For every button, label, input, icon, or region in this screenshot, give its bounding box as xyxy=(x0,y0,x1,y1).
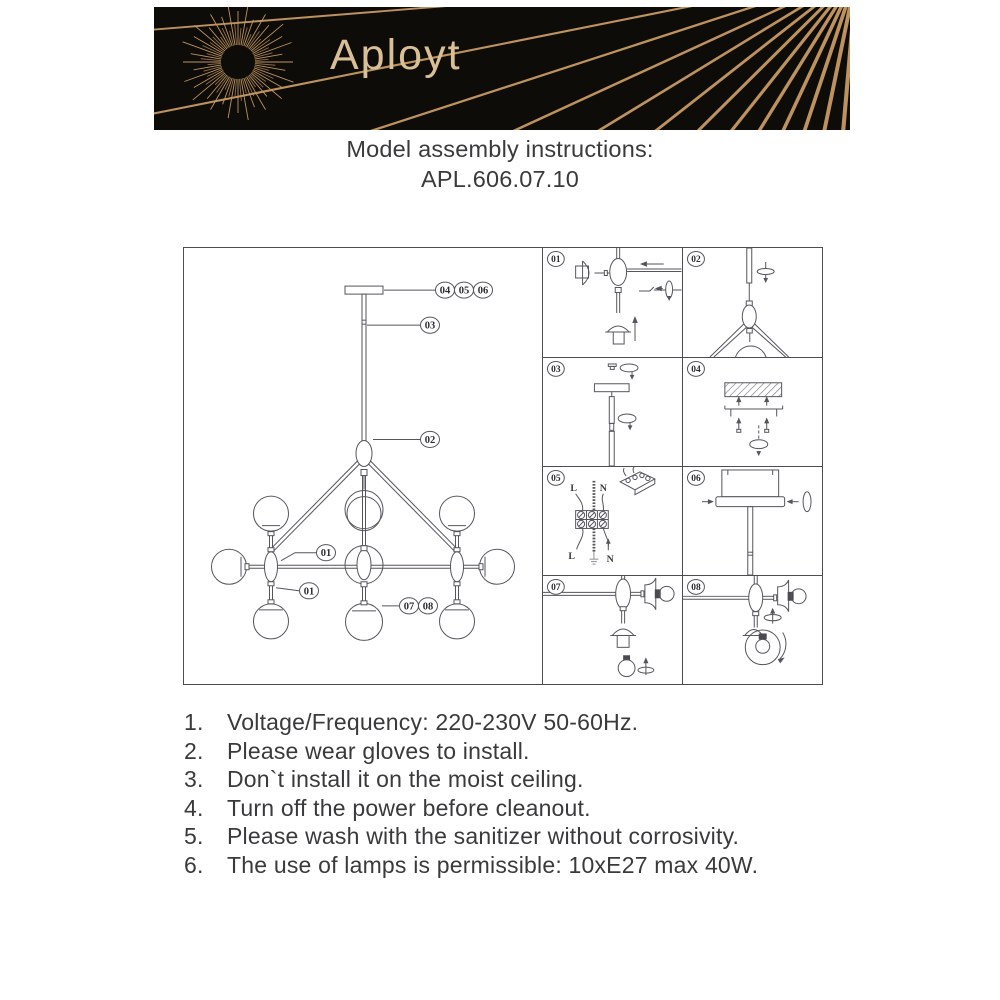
title-block xyxy=(0,134,1000,194)
instruction-item-4 xyxy=(184,794,758,823)
step-panel-03 xyxy=(543,357,683,466)
callout-01a: 01 xyxy=(320,548,332,560)
brand-banner xyxy=(154,7,850,130)
step-panel-02 xyxy=(683,248,823,357)
callout-02: 02 xyxy=(424,434,436,446)
callout-08: 08 xyxy=(422,601,434,613)
step-panel-07 xyxy=(543,575,683,684)
wiring-diagram xyxy=(568,481,614,565)
step-panel-05 xyxy=(543,466,683,575)
callout-01b: 01 xyxy=(303,586,315,598)
callout-07: 07 xyxy=(403,601,415,613)
instruction-text: Please wear gloves to install. xyxy=(227,737,530,764)
ceiling-mount xyxy=(345,286,383,489)
instruction-item-5 xyxy=(184,822,758,851)
step-07-label: 07 xyxy=(551,583,561,594)
instruction-number: 6. xyxy=(184,851,204,878)
instruction-item-2 xyxy=(184,737,758,766)
wire-label-live-top: L xyxy=(570,482,577,494)
chandelier-diagram xyxy=(183,247,543,685)
instruction-text: Turn off the power before cleanout. xyxy=(227,794,591,821)
step-panel-08 xyxy=(683,575,823,684)
callout-06: 06 xyxy=(477,285,489,297)
instruction-number: 2. xyxy=(184,737,204,764)
step-04-label: 04 xyxy=(690,365,701,376)
banner-art xyxy=(154,7,850,130)
rod-to-connector xyxy=(709,248,788,357)
ray-fan-decoration-icon xyxy=(154,7,850,130)
wire-label-live-bottom: L xyxy=(568,551,575,563)
instruction-text: Voltage/Frequency: 220-230V 50-60Hz. xyxy=(227,709,639,735)
instruction-text: Please wash with the sanitizer without corrosivity. xyxy=(227,823,740,850)
assembly-steps xyxy=(543,247,823,685)
step-panel-01 xyxy=(543,248,683,357)
step-panel-06 xyxy=(683,466,823,575)
rod-sections xyxy=(594,364,638,466)
instruction-number: 3. xyxy=(184,766,204,793)
instruction-item-6 xyxy=(184,851,758,880)
ceiling-bracket xyxy=(724,383,782,456)
instruction-item-1 xyxy=(184,708,758,737)
step-06-label: 06 xyxy=(690,474,701,485)
sunburst-logo-icon xyxy=(183,7,294,120)
step-08-label: 08 xyxy=(690,583,701,594)
wire-label-neutral-top: N xyxy=(599,482,607,494)
instruction-item-3 xyxy=(184,765,758,794)
callout-04: 04 xyxy=(439,285,451,297)
instruction-text: The use of lamps is permissible: 10xE27 max 40W. xyxy=(227,851,759,878)
instruction-text: Don`t install it on the moist ceiling. xyxy=(227,766,584,793)
terminal-block-3d xyxy=(620,467,655,495)
instruction-number: 5. xyxy=(184,823,204,850)
step-01-label: 01 xyxy=(551,255,561,266)
step-panel-04 xyxy=(683,357,823,466)
step-02-label: 02 xyxy=(690,255,701,266)
brand-name: Aployt xyxy=(330,31,462,79)
model-number: APL.606.07.10 xyxy=(420,166,580,192)
page-title: Model assembly instructions: xyxy=(346,136,654,162)
instruction-number: 1. xyxy=(184,709,204,735)
instruction-number: 4. xyxy=(184,794,204,821)
callout-05: 05 xyxy=(458,285,470,297)
instructions-list xyxy=(184,708,758,880)
callout-03: 03 xyxy=(424,320,436,332)
canopy-assembly xyxy=(701,470,810,575)
step-03-label: 03 xyxy=(551,365,561,376)
wire-label-neutral-bottom: N xyxy=(606,554,614,566)
step-05-label: 05 xyxy=(551,474,561,485)
arm-socket-assembly xyxy=(576,259,682,345)
